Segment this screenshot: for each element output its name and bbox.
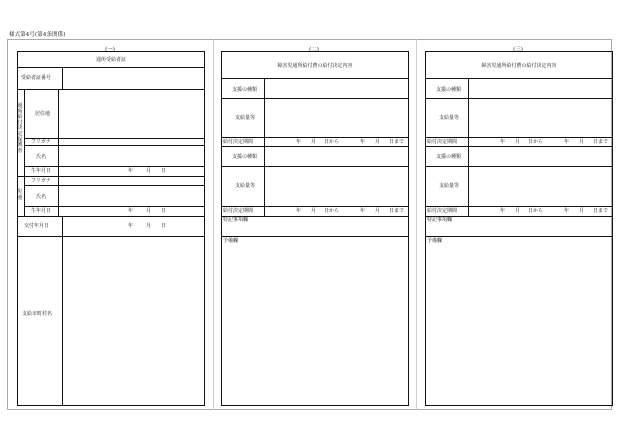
address-label: 居住地: [35, 111, 51, 117]
furigana-label: フリガナ: [31, 139, 51, 145]
rule: [221, 206, 409, 207]
rule: [62, 67, 63, 89]
panel-one-label: (一): [105, 47, 115, 53]
period-to-month-3: 月: [579, 139, 585, 145]
panel-two-box: [221, 51, 409, 406]
special-notes-label: 特記事項欄: [223, 217, 249, 223]
rule: [17, 216, 205, 217]
child-furigana-label: フリガナ: [31, 178, 51, 184]
child-birthdate-label: 生年月日: [31, 208, 52, 214]
period-from-year-2: 年: [296, 208, 302, 214]
period-to-month-4: 月: [579, 208, 585, 214]
issue-month: 月: [146, 223, 152, 229]
panel-three-header: 障害児通所給付費の給付決定内容: [481, 63, 557, 69]
service-type-label-4: 支援の種類: [436, 154, 462, 160]
special-notes-label-3: 特記事項欄: [427, 217, 453, 223]
rule: [425, 216, 613, 217]
period-to-day-3: 日まで: [593, 139, 609, 145]
guardian-group-label: 通所給付決定保護者: [17, 103, 23, 154]
recipient-number-label: 受給者証番号: [21, 75, 52, 81]
rule: [24, 185, 205, 186]
period-from-day-4: 日から: [528, 208, 544, 214]
rule: [17, 89, 205, 90]
issue-day: 日: [161, 223, 167, 229]
child-birth-month: 月: [146, 208, 152, 214]
rule: [425, 206, 613, 207]
reserve-label-3: 予備欄: [427, 238, 443, 244]
rule: [17, 67, 205, 68]
service-type-label-2: 支援の種類: [232, 154, 258, 160]
amount-label-4: 支給量等: [439, 183, 460, 189]
birthdate-label: 生年月日: [31, 168, 52, 174]
period-to-year-3: 年: [564, 139, 570, 145]
rule: [221, 166, 409, 167]
rule: [58, 89, 59, 216]
period-to-day-1: 日まで: [389, 139, 405, 145]
period-from-month-4: 月: [515, 208, 521, 214]
rule: [221, 137, 409, 138]
period-to-year-1: 年: [360, 139, 366, 145]
rule: [24, 206, 205, 207]
child-birth-year: 年: [128, 208, 134, 214]
service-type-label-3: 支援の種類: [436, 87, 462, 93]
rule: [425, 137, 613, 138]
rule: [221, 236, 409, 237]
municipality-label: 支給市町村名: [22, 311, 53, 317]
child-birth-day: 日: [161, 208, 167, 214]
period-from-month-3: 月: [515, 139, 521, 145]
rule: [24, 89, 25, 176]
period-label-1: 給付決定期間: [223, 139, 254, 145]
rule: [221, 146, 409, 147]
child-name-label: 氏名: [36, 194, 47, 200]
rule: [17, 236, 205, 237]
period-from-month-2: 月: [311, 208, 317, 214]
birth-day: 日: [161, 168, 167, 174]
period-from-year-1: 年: [296, 139, 302, 145]
birth-year: 年: [128, 168, 134, 174]
panel-two-label: (二): [309, 47, 319, 53]
panel-one-header: 通所受給者証: [95, 57, 126, 63]
period-to-month-1: 月: [375, 139, 381, 145]
birth-month: 月: [146, 168, 152, 174]
period-to-year-2: 年: [360, 208, 366, 214]
period-from-day-2: 日から: [324, 208, 340, 214]
period-from-day-3: 日から: [528, 139, 544, 145]
period-to-month-2: 月: [375, 208, 381, 214]
panel-three-box: [425, 51, 613, 406]
issue-date-label: 交付年月日: [24, 223, 50, 229]
rule: [24, 176, 25, 216]
reserve-label: 予備欄: [223, 238, 239, 244]
rule: [425, 236, 613, 237]
service-type-label-1: 支援の種類: [232, 87, 258, 93]
panel-two-header: 障害児通所給付費の給付決定内容: [277, 63, 353, 69]
rule: [425, 78, 613, 79]
amount-label-2: 支給量等: [235, 183, 256, 189]
form-number-title: 様式第4号(第4条関係): [9, 32, 66, 38]
child-group-label: 児童: [17, 189, 23, 201]
period-to-day-2: 日まで: [389, 208, 405, 214]
rule: [221, 216, 409, 217]
period-from-day-1: 日から: [324, 139, 340, 145]
period-label-3: 給付決定期間: [427, 139, 458, 145]
rule: [24, 138, 205, 139]
period-to-year-4: 年: [564, 208, 570, 214]
amount-label-1: 支給量等: [235, 115, 256, 121]
rule: [62, 216, 63, 406]
rule: [425, 166, 613, 167]
period-to-day-4: 日まで: [593, 208, 609, 214]
name-label: 氏名: [36, 154, 47, 160]
period-from-month-1: 月: [311, 139, 317, 145]
period-label-2: 給付決定期間: [223, 208, 254, 214]
amount-label-3: 支給量等: [439, 115, 460, 121]
fold-line-2: [416, 39, 417, 410]
period-from-year-4: 年: [500, 208, 506, 214]
issue-year: 年: [128, 223, 134, 229]
rule: [425, 98, 613, 99]
rule: [425, 146, 613, 147]
period-from-year-3: 年: [500, 139, 506, 145]
rule: [221, 78, 409, 79]
panel-three-label: (三): [513, 47, 523, 53]
period-label-4: 給付決定期間: [427, 208, 458, 214]
rule: [24, 145, 205, 146]
rule: [17, 176, 205, 177]
rule: [221, 98, 409, 99]
fold-line-1: [213, 39, 214, 410]
rule: [24, 166, 205, 167]
